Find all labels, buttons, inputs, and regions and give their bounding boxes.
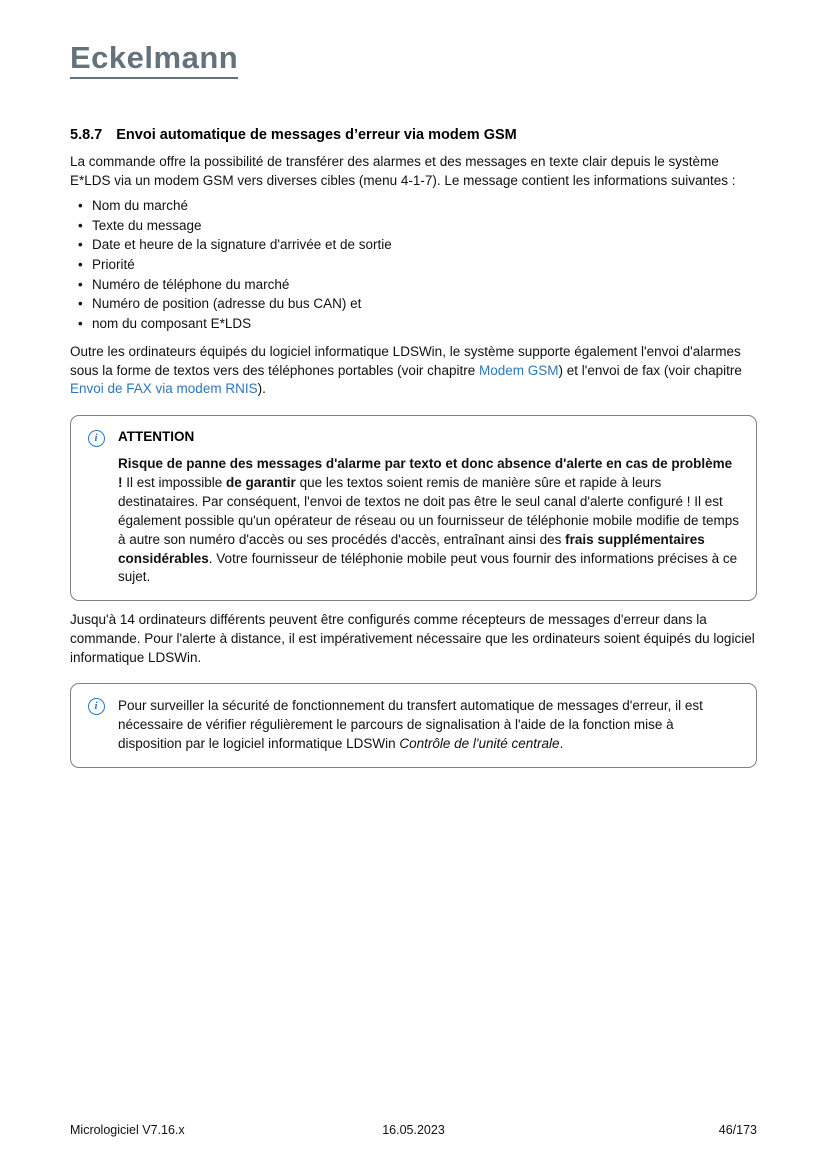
footer-page-number: 46/173 xyxy=(718,1123,757,1137)
footer-date: 16.05.2023 xyxy=(382,1123,445,1137)
intro-paragraph: La commande offre la possibilité de transférer des alarmes et des messages en texte clair depuis le système E*LDS via un modem GSM vers diverses cibles (menu 4-1-7). Le message contient les informations suivantes : xyxy=(70,154,736,188)
info-icon xyxy=(88,430,105,447)
attention-bold-segment: Risque de panne des messages d'alarme par texto et donc absence d'alerte en cas de problème ! xyxy=(118,456,733,490)
attention-text-segment: que les textos soient remis de manière sûre et rapide à leurs destinataires. Par conséquent, l'envoi de textos ne doit pas être le seul canal d'alerte configuré ! Il est également possible qu'un opérateur de réseau ou un fournisseur de téléphonie mobile modifie de temps à autre son numéro d'accès ou ses procédés d'accès, entraînant ainsi des xyxy=(118,474,739,547)
note-text xyxy=(118,697,740,754)
page-footer xyxy=(70,1123,757,1137)
attention-bold-segment: de garantir xyxy=(226,474,296,490)
attention-body xyxy=(118,429,740,587)
list-item: • Date et heure de la signature d'arrivée et de sortie xyxy=(78,235,757,255)
note-box xyxy=(70,683,757,768)
link-envoi-fax-rnis[interactable]: Envoi de FAX via modem RNIS xyxy=(70,381,258,397)
footer-firmware-version: Micrologiciel V7.16.x xyxy=(70,1123,185,1137)
note-italic-segment: Contrôle de l'unité centrale xyxy=(399,735,560,751)
section-title: Envoi automatique de messages d’erreur via modem GSM xyxy=(116,127,517,143)
ldswin-paragraph xyxy=(70,343,757,399)
list-item: • Numéro de position (adresse du bus CAN) et xyxy=(78,294,757,314)
info-icon-glyph: i xyxy=(94,432,98,445)
note-text-segment: . xyxy=(559,735,564,751)
list-item: • Numéro de téléphone du marché xyxy=(78,275,757,295)
paragraph-text-segment: Outre les ordinateurs équipés du logiciel informatique LDSWin, le système supporte également l'envoi d'alarmes sous la forme de textos vers des téléphones portables (voir chapitre xyxy=(70,344,741,378)
receivers-paragraph: Jusqu'à 14 ordinateurs différents peuvent être configurés comme récepteurs de messages d'erreur dans la commande. Pour l'alerte à distance, il est impérativement nécessaire que les ordinateurs soient équipés du logiciel informatique LDSWin. xyxy=(70,612,755,665)
attention-icon-column xyxy=(85,429,107,587)
list-item: • Texte du message xyxy=(78,216,757,236)
link-modem-gsm[interactable]: Modem GSM xyxy=(478,362,559,378)
list-item: • Priorité xyxy=(78,255,757,275)
attention-box xyxy=(70,415,757,601)
attention-label: ATTENTION xyxy=(118,429,195,445)
attention-text xyxy=(118,455,740,587)
note-text-segment: Pour surveiller la sécurité de fonctionnement du transfert automatique de messages d'erreur, il est nécessaire de vérifier régulièrement le parcours de signalisation à l'aide de la fonction mise à disposition par le logiciel informatique LDSWin xyxy=(118,698,703,751)
paragraph-text-segment: ) et l'envoi de fax (voir chapitre xyxy=(558,362,742,378)
paragraph-text-segment: ). xyxy=(257,381,266,397)
section-heading xyxy=(70,127,757,143)
attention-bold-segment: frais supplémentaires considérables xyxy=(118,531,705,566)
page-content xyxy=(70,127,757,768)
attention-text-segment: . Votre fournisseur de téléphonie mobile peut vous fournir des informations précises à ce sujet. xyxy=(118,550,738,585)
info-icon-glyph: i xyxy=(94,700,98,713)
info-icon xyxy=(88,698,105,715)
section-number: 5.8.7 xyxy=(70,127,103,143)
attention-text-segment: Il est impossible xyxy=(122,474,227,490)
note-body xyxy=(118,697,740,754)
list-item: • Nom du marché xyxy=(78,196,757,216)
message-info-list xyxy=(78,196,757,333)
list-item: • nom du composant E*LDS xyxy=(78,314,757,334)
brand-logo: Eckelmann xyxy=(70,42,238,79)
page-header xyxy=(70,42,757,79)
note-icon-column xyxy=(85,697,107,754)
